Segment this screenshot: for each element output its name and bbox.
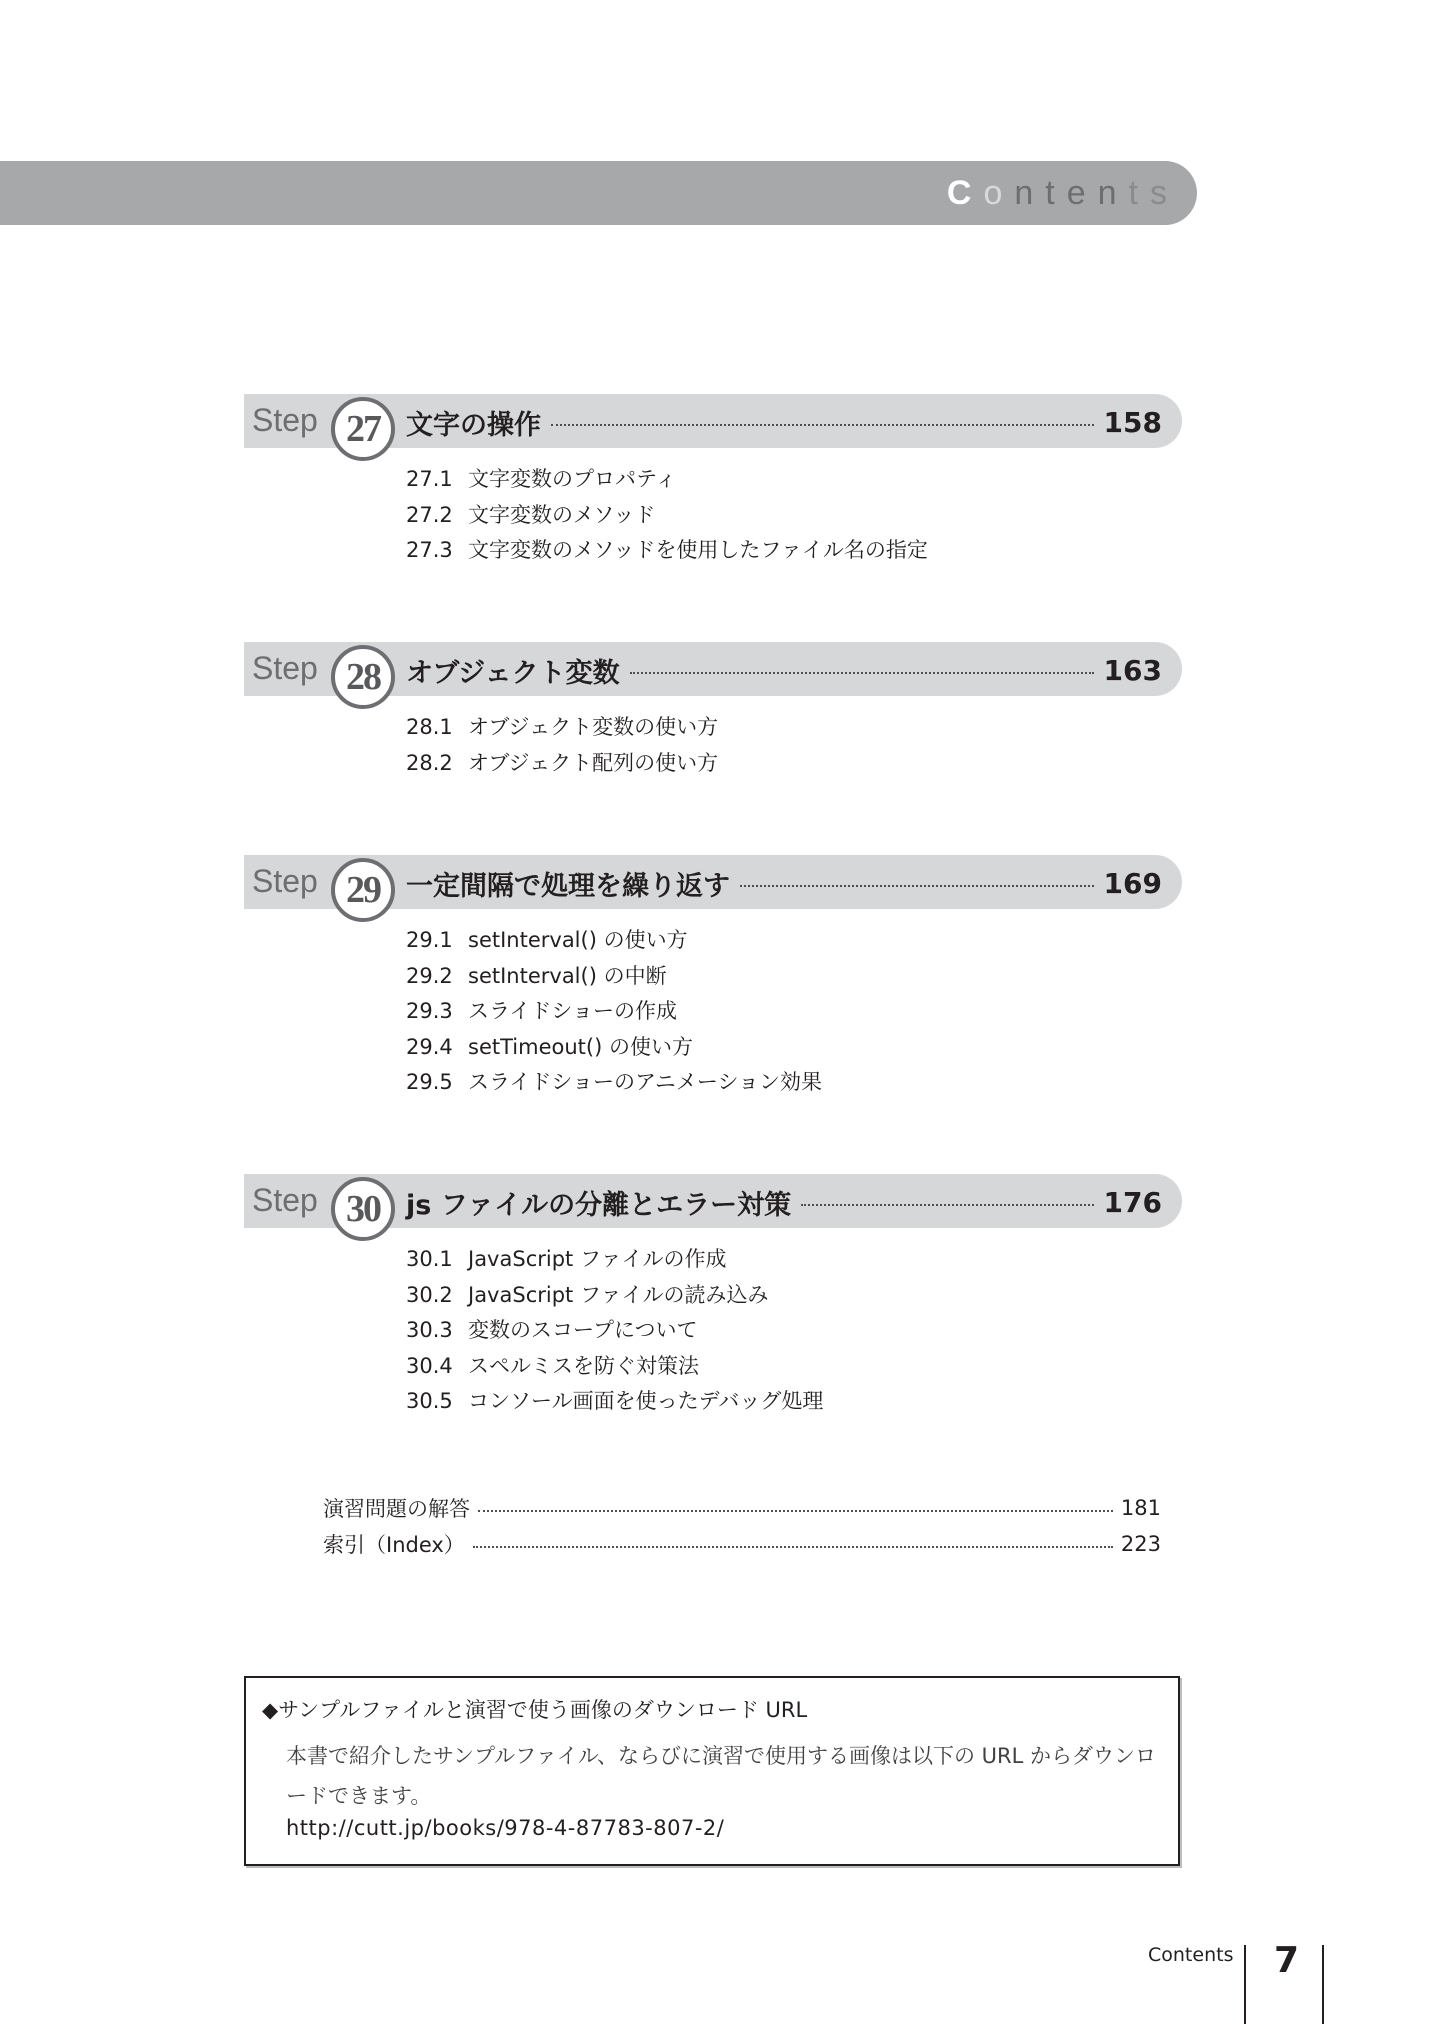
- step-number: 28: [346, 656, 380, 698]
- header-title-part: nten: [1014, 174, 1129, 212]
- subsection-title: オブジェクト配列の使い方: [468, 750, 719, 775]
- step-section-27: [244, 394, 1182, 574]
- subsection-title: setTimeout() の使い方: [468, 1034, 693, 1059]
- step-section-28: [244, 642, 1182, 792]
- appendix-title: 索引（Index）: [323, 1533, 465, 1557]
- subsection-item[interactable]: [406, 1384, 823, 1420]
- step-title[interactable]: 一定間隔で処理を繰り返す: [406, 870, 730, 902]
- leader-dots: [551, 424, 1094, 426]
- subsection-item[interactable]: [406, 746, 718, 782]
- subsection-item[interactable]: [406, 1349, 823, 1385]
- subsection-title: JavaScript ファイルの作成: [468, 1247, 727, 1271]
- subsection-item[interactable]: [406, 1030, 822, 1066]
- subsection-item[interactable]: [406, 1278, 823, 1314]
- subsection-item[interactable]: [406, 710, 718, 746]
- appendix-page: 223: [1120, 1532, 1161, 1556]
- subsection-number: 28.2: [406, 750, 453, 775]
- subsection-number: 28.1: [406, 715, 453, 739]
- step-section-30: [244, 1174, 1182, 1424]
- step-number: 27: [346, 408, 380, 450]
- subsection-item[interactable]: [406, 1242, 823, 1278]
- appendix-item-index[interactable]: [323, 1526, 1161, 1562]
- subsection-number: 29.3: [406, 999, 453, 1023]
- subsection-title: オブジェクト変数の使い方: [468, 715, 719, 739]
- step-label: Step: [252, 863, 318, 899]
- step-title-row[interactable]: [406, 650, 1162, 690]
- step-title-row[interactable]: [406, 863, 1162, 903]
- subsection-list: [406, 462, 928, 569]
- step-number-badge: [331, 858, 395, 922]
- header-title-part: ts: [1128, 174, 1179, 212]
- step-section-29: [244, 855, 1182, 1105]
- subsection-title: コンソール画面を使ったデバッグ処理: [468, 1389, 824, 1413]
- subsection-title: setInterval() の使い方: [468, 928, 688, 952]
- subsection-list: [406, 710, 718, 781]
- header-title: [947, 173, 1179, 213]
- subsection-number: 27.3: [406, 538, 453, 562]
- subsection-title: 文字変数のプロパティ: [468, 467, 677, 491]
- step-number-badge: [331, 1177, 395, 1241]
- footer-page-number: 7: [1274, 1940, 1300, 1981]
- step-number: 29: [346, 869, 380, 911]
- appendix-title: 演習問題の解答: [323, 1497, 470, 1521]
- step-page-number: 176: [1103, 1185, 1162, 1219]
- subsection-title: スライドショーの作成: [468, 999, 677, 1023]
- header-bar: [0, 161, 1197, 225]
- subsection-number: 27.1: [406, 467, 453, 491]
- subsection-item[interactable]: [406, 994, 822, 1030]
- download-url-link[interactable]: http://cutt.jp/books/978-4-87783-807-2/: [286, 1816, 725, 1840]
- subsection-number: 30.2: [406, 1282, 453, 1307]
- appendix-page: 181: [1120, 1496, 1161, 1520]
- subsection-number: 30.4: [406, 1353, 453, 1378]
- subsection-number: 29.1: [406, 928, 453, 952]
- step-number: 30: [346, 1188, 380, 1230]
- appendix-list: [323, 1490, 1161, 1562]
- appendix-item-answers[interactable]: [323, 1490, 1161, 1526]
- subsection-title: 文字変数のメソッドを使用したファイル名の指定: [468, 538, 928, 562]
- subsection-title: 文字変数のメソッド: [468, 502, 656, 527]
- step-label: Step: [252, 402, 318, 438]
- subsection-item[interactable]: [406, 462, 928, 498]
- subsection-item[interactable]: [406, 498, 928, 534]
- subsection-item[interactable]: [406, 959, 822, 995]
- step-title-row[interactable]: [406, 1182, 1162, 1222]
- subsection-title: JavaScript ファイルの読み込み: [468, 1282, 769, 1307]
- footer-divider: [1244, 1945, 1246, 2024]
- download-info-box: [244, 1676, 1180, 1866]
- subsection-item[interactable]: [406, 1313, 823, 1349]
- step-number-badge: [331, 397, 395, 461]
- leader-dots: [801, 1204, 1093, 1206]
- subsection-number: 29.5: [406, 1070, 453, 1094]
- header-title-part: o: [983, 174, 1015, 212]
- subsection-item[interactable]: [406, 923, 822, 959]
- subsection-title: setInterval() の中断: [468, 963, 667, 988]
- step-title-row[interactable]: [406, 402, 1162, 442]
- subsection-number: 30.5: [406, 1389, 453, 1413]
- info-box-title: ◆サンプルファイルと演習で使う画像のダウンロード URL: [262, 1698, 808, 1722]
- step-number-badge: [331, 645, 395, 709]
- leader-dots: [740, 885, 1094, 887]
- info-box-body: 本書で紹介したサンプルファイル、ならびに演習で使用する画像は以下の URL からダウンロードできます。: [286, 1744, 1157, 1808]
- step-page-number: 158: [1103, 405, 1162, 439]
- step-title[interactable]: オブジェクト変数: [406, 657, 620, 689]
- step-label: Step: [252, 650, 318, 686]
- subsection-title: 変数のスコープについて: [468, 1318, 698, 1342]
- subsection-title: スペルミスを防ぐ対策法: [468, 1353, 699, 1378]
- step-title[interactable]: 文字の操作: [406, 409, 541, 441]
- subsection-item[interactable]: [406, 1065, 822, 1101]
- step-title[interactable]: js ファイルの分離とエラー対策: [406, 1189, 792, 1221]
- subsection-number: 29.2: [406, 963, 453, 988]
- subsection-item[interactable]: [406, 533, 928, 569]
- footer-section-label: Contents: [1148, 1944, 1234, 1966]
- subsection-title: スライドショーのアニメーション効果: [468, 1070, 823, 1094]
- subsection-number: 27.2: [406, 502, 453, 527]
- step-label: Step: [252, 1182, 318, 1218]
- leader-dots: [478, 1510, 1113, 1512]
- leader-dots: [473, 1546, 1113, 1548]
- step-page-number: 163: [1103, 653, 1162, 687]
- footer-divider: [1322, 1945, 1324, 2024]
- subsection-number: 30.3: [406, 1318, 453, 1342]
- subsection-number: 30.1: [406, 1247, 453, 1271]
- subsection-list: [406, 1242, 823, 1420]
- step-page-number: 169: [1103, 866, 1162, 900]
- header-title-part: C: [946, 174, 984, 212]
- subsection-list: [406, 923, 822, 1101]
- leader-dots: [630, 672, 1094, 674]
- subsection-number: 29.4: [406, 1034, 453, 1059]
